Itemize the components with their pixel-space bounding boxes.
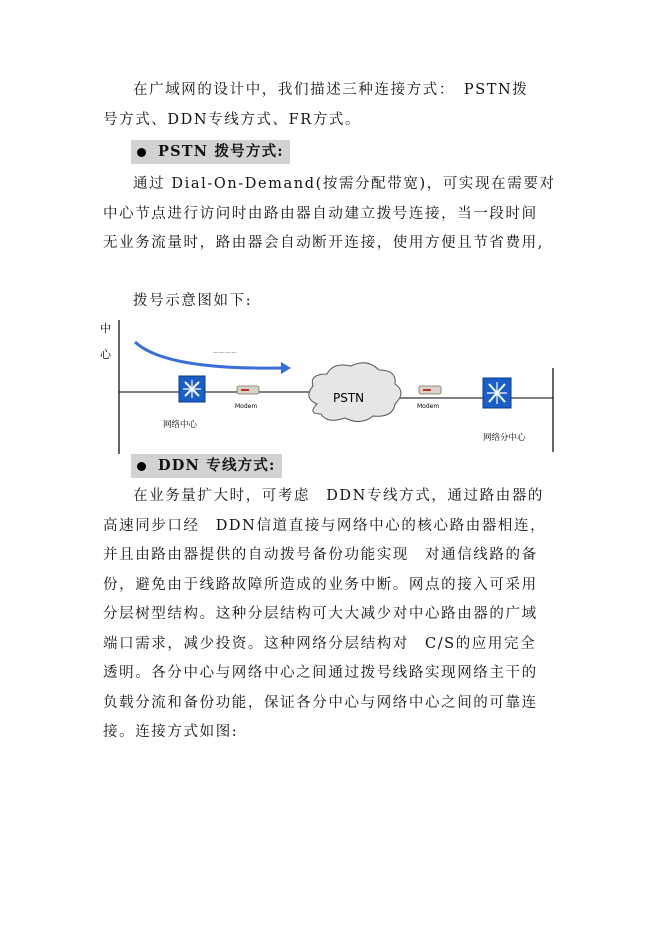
text-line: 份，避免由于线路故障所造成的业务中断。网点的接入可采用 xyxy=(103,576,538,593)
text-line: 透明。各分中心与网络中心之间通过拨号线路实现网络主干的 xyxy=(103,665,538,681)
text-line: 并且由路由器提供的自动拨号备份功能实现 对通信线路的备 xyxy=(103,547,538,563)
router-icon-right xyxy=(483,378,511,408)
modem-label-left: Modem xyxy=(235,403,258,410)
text-line: 在业务量扩大时，可考虑 DDN专线方式，通过路由器的 xyxy=(133,488,545,504)
network-center-label: 网络中心 xyxy=(163,420,198,430)
bullet-icon xyxy=(137,148,146,157)
diagram-caption xyxy=(103,287,563,317)
text-line: 在广域网的设计中，我们描述三种连接方式： PSTN拨 xyxy=(133,82,529,98)
pstn-paragraph xyxy=(103,170,563,259)
dial-arrow xyxy=(135,342,281,368)
section-heading-pstn xyxy=(131,140,290,164)
modem-icon-right xyxy=(419,386,441,394)
router-icon-left xyxy=(179,376,205,402)
modem-label-right: Modem xyxy=(417,403,440,410)
text-line: 端口需求，减少投资。这种网络分层结构对 C/S的应用完全 xyxy=(103,635,537,652)
center-label-top: 中 xyxy=(100,322,111,335)
ddn-paragraph xyxy=(103,482,563,748)
dialup-diagram xyxy=(95,318,560,458)
text-line: 分层树型结构。这种分层结构可大大减少对中心路由器的广域 xyxy=(103,606,538,622)
caption-text: 拨号示意图如下: xyxy=(133,293,253,309)
modem-icon-left xyxy=(237,386,259,394)
text-line: 负载分流和备份功能，保证各分中心与网络中心之间的可靠连 xyxy=(103,694,538,711)
text-line: 通过 Dial-On-Demand(按需分配带宽)，可实现在需要对 xyxy=(133,176,556,192)
heading-text: DDN 专线方式: xyxy=(158,457,276,474)
section-heading-ddn xyxy=(131,454,282,478)
pstn-cloud-label: PSTN xyxy=(333,391,365,405)
center-label-bottom: 心 xyxy=(100,348,111,361)
text-line: 高速同步口经 DDN信道直接与网络中心的核心路由器相连， xyxy=(103,517,547,534)
heading-text: PSTN 拨号方式: xyxy=(158,143,284,160)
branch-center-label: 网络分中心 xyxy=(483,433,526,443)
bullet-icon xyxy=(137,462,146,471)
text-line: 中心节点进行访问时由路由器自动建立拨号连接，当一段时间 xyxy=(103,205,538,222)
intro-paragraph xyxy=(103,76,563,135)
arrow-note: ～～～～ xyxy=(213,350,238,357)
text-line: 接。连接方式如图: xyxy=(103,724,239,740)
text-line: 号方式、DDN专线方式、FR方式。 xyxy=(103,111,362,128)
text-line: 无业务流量时，路由器会自动断开连接，使用方便且节省费用, xyxy=(103,235,544,251)
arrow-head-icon xyxy=(281,362,291,374)
